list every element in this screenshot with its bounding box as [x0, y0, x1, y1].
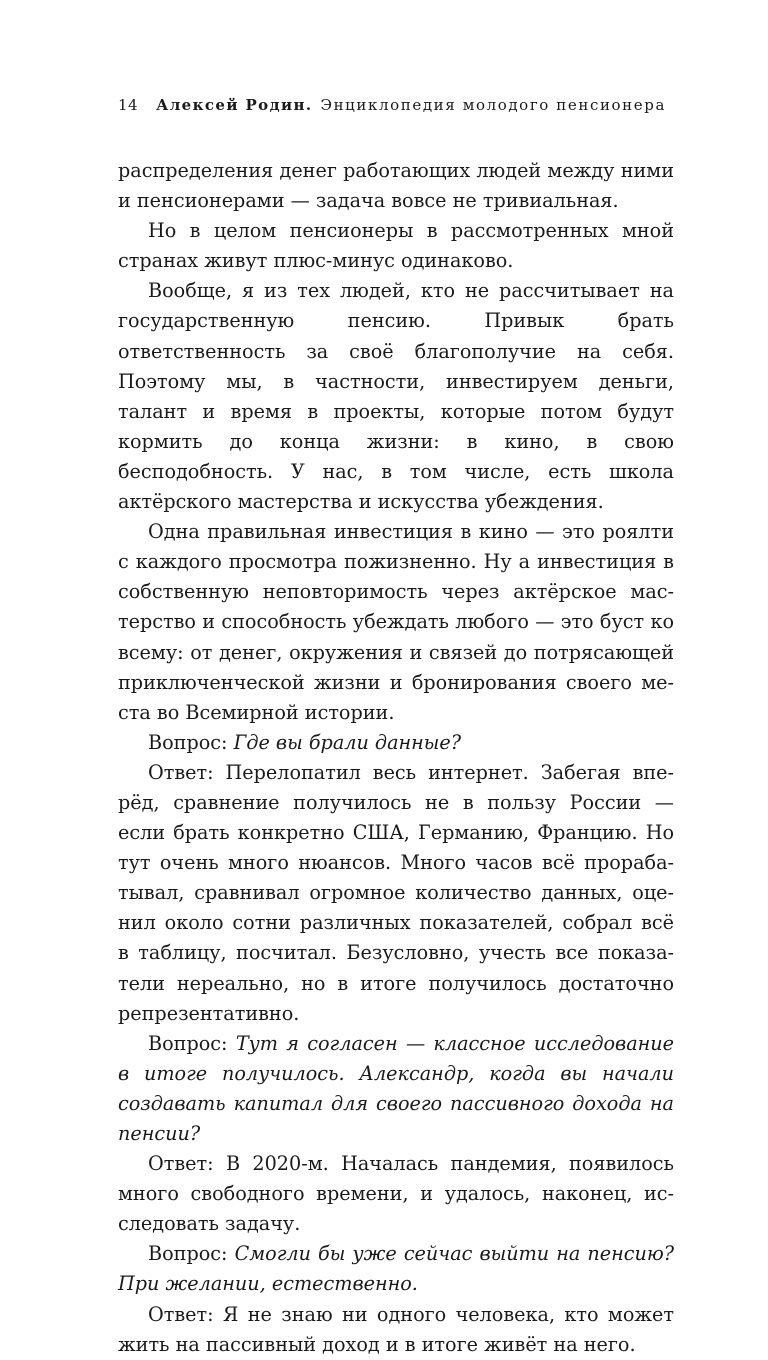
question-label: Вопрос:: [148, 1242, 228, 1266]
answer-paragraph: Ответ: Я не знаю ни одного человека, кто может жить на пассивный доход и в итоге живёт на него.: [118, 1302, 674, 1356]
question-label: Вопрос:: [148, 730, 228, 754]
question-text: Смогли бы уже сейчас выйти на пенсию? При желании, естественно.: [118, 1242, 675, 1296]
question-paragraph: [118, 728, 674, 758]
paragraph: распределения денег работающих людей между ними и пенсионерами — задача вовсе не тривиальная.: [118, 159, 674, 213]
running-header: [118, 96, 674, 118]
paragraph: Вообще, я из тех людей, кто не рассчитывает на государственную пенсию. Привык брать ответственность за своё благополучие на себя. Поэтому мы, в частности, инвестируем деньги, талант и время в проекты, которые потом будут кормить до конца жизни: в кино, в свою бесподобность. У нас, в том числе, есть школа актёрского мастерства и искусства убеждения.: [118, 279, 674, 514]
answer-paragraph: Ответ: В 2020-м. Началась пандемия, появилось много свободного времени, и удалось, наконец, исследовать задачу.: [118, 1152, 674, 1236]
paragraph: Одна правильная инвестиция в кино — это роялти с каждого просмотра пожизненно. Ну а инвестиция в собственную неповторимость через актёрское мастерство и способность убеждать любого — это буст ко всему: от денег, окружения и связей до потрясающей приключенческой жизни и бронирования своего места во Всемирной истории.: [118, 520, 674, 724]
question-label: Вопрос:: [148, 1031, 228, 1055]
paragraph: Но в целом пенсионеры в рассмотренных мной странах живут плюс-минус одинаково.: [118, 219, 674, 273]
page-number: 14: [118, 96, 139, 114]
question-paragraph: [118, 1239, 674, 1299]
book-page: [118, 96, 674, 1360]
answer-paragraph: Ответ: Перелопатил весь интернет. Забегая вперёд, сравнение получилось не в пользу России — если брать конкретно США, Германию, Францию. Но тут очень много нюансов. Много часов всё прорабатывал, сравнивал огромное количество данных, оценил около сотни различных показателей, собрал всё в таблицу, посчитал. Безусловно, учесть все показатели нереально, но в итоге получилось достаточно репрезентативно.: [118, 760, 674, 1025]
body-text: [118, 156, 674, 1360]
question-text: Тут я согласен — классное исследование в итоге получилось. Александр, когда вы начали создавать капитал для своего пассивного дохода на пенсии?: [118, 1031, 674, 1145]
author-name: Алексей Родин.: [156, 96, 313, 114]
question-text: Где вы брали данные?: [233, 730, 462, 754]
book-title: Энциклопедия молодого пенсионера: [320, 96, 666, 114]
question-paragraph: [118, 1029, 674, 1149]
